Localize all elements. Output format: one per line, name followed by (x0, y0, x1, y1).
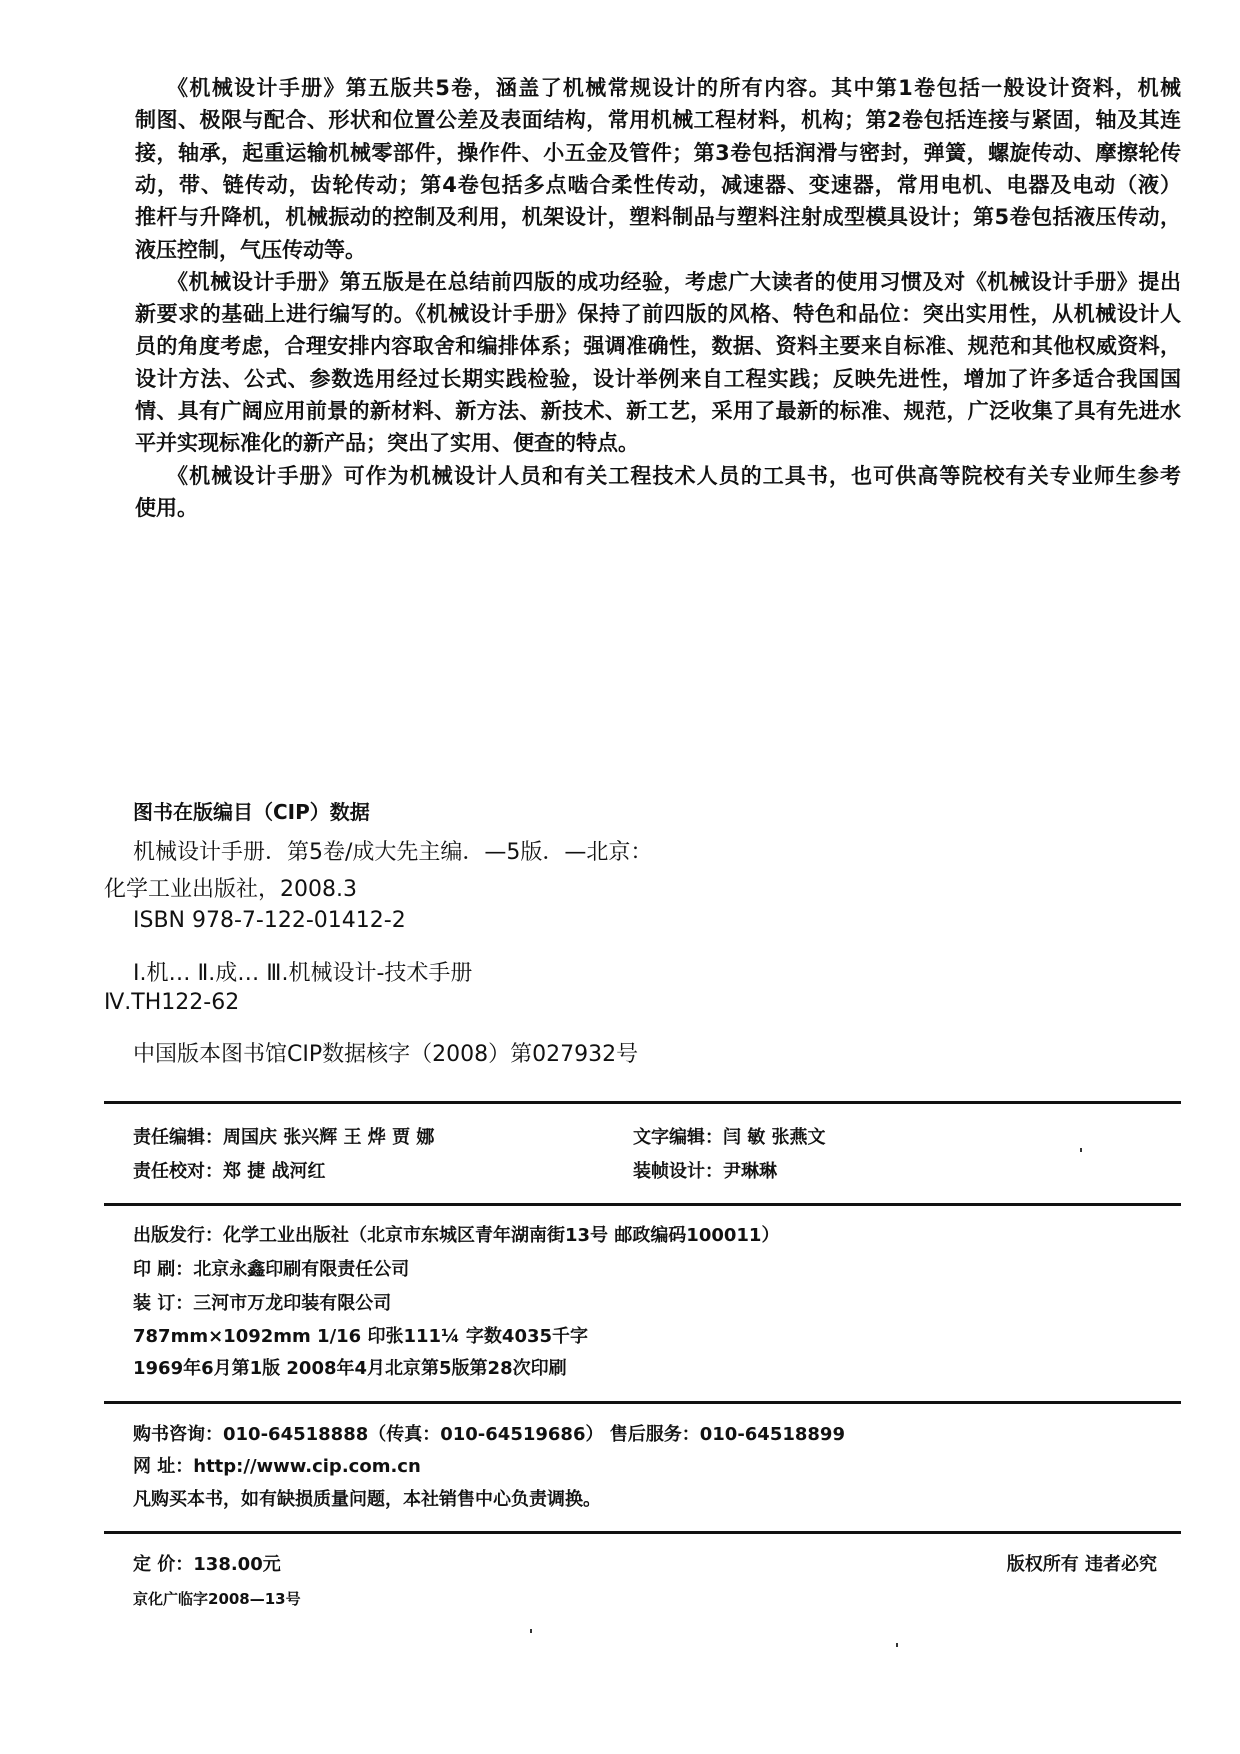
format: 787mm×1092mm 1/16 印张111¼ 字数4035千字 (133, 1326, 589, 1347)
cip-line: Ⅰ.机… Ⅱ.成… Ⅲ.机械设计-技术手册 (133, 961, 473, 986)
divider (104, 1401, 1181, 1404)
rights-notice: 版权所有 违者必究 (1006, 1554, 1157, 1575)
paragraph-line: 接，轴承，起重运输机械零部件，操作件、小五金及管件；第3卷包括润滑与密封，弹簧，螺旋传动、摩擦轮传 (135, 140, 1181, 165)
paragraph-line: 使用。 (135, 495, 198, 520)
cip-line: 机械设计手册．第5卷/成大先主编．—5版．—北京： (133, 840, 653, 865)
cip-record-number: 中国版本图书馆CIP数据核字（2008）第027932号 (133, 1042, 639, 1067)
speck (896, 1643, 898, 1647)
paragraph-line: 情、具有广阔应用前景的新材料、新方法、新技术、新工艺，采用了最新的标准、规范，广泛收集了具有先进水 (135, 399, 1181, 423)
binder: 装 订：三河市万龙印装有限公司 (133, 1293, 392, 1314)
paragraph-line: 设计方法、公式、参数选用经过长期实践检验，设计举例来自工程实践；反映先进性，增加了许多适合我国国 (135, 366, 1181, 391)
notice: 凡购买本书，如有缺损质量问题，本社销售中心负责调换。 (133, 1489, 601, 1510)
divider (104, 1531, 1181, 1534)
paragraph-line: 平并实现标准化的新产品；突出了实用、便查的特点。 (135, 431, 639, 456)
speck (530, 1629, 532, 1633)
cip-title: 图书在版编目（CIP）数据 (133, 800, 370, 824)
binding-design: 装帧设计：尹琳琳 (633, 1161, 777, 1182)
paragraph-line: 《机械设计手册》第五版共5卷，涵盖了机械常规设计的所有内容。其中第1卷包括一般设计资料，机械 (167, 76, 1181, 100)
divider (104, 1203, 1181, 1206)
proofreaders: 责任校对：郑 捷 战河红 (133, 1161, 326, 1182)
paragraph-line: 新要求的基础上进行编写的。《机械设计手册》保持了前四版的风格、特色和品位：突出实用性，从机械设计人 (135, 302, 1181, 327)
website: 网 址：http://www.cip.com.cn (133, 1456, 421, 1477)
phones: 购书咨询：010-64518888（传真：010-64519686） 售后服务：010-64518899 (133, 1424, 845, 1445)
paragraph-line: 液压控制，气压传动等。 (135, 237, 366, 262)
editors: 责任编辑：周国庆 张兴辉 王 烨 贾 娜 (133, 1127, 435, 1148)
publisher: 出版发行：化学工业出版社（北京市东城区青年湖南街13号 邮政编码100011） (133, 1225, 780, 1246)
divider (104, 1101, 1181, 1104)
cip-line: Ⅳ.TH122-62 (104, 990, 240, 1015)
paragraph-line: 员的角度考虑，合理安排内容取舍和编排体系；强调准确性，数据、资料主要来自标准、规范和其他权威资料， (135, 334, 1181, 359)
cip-line: 化学工业出版社，2008.3 (104, 877, 357, 902)
paragraph-line: 动，带、链传动，齿轮传动；第4卷包括多点啮合柔性传动，减速器、变速器，常用电机、电器及电动（液） (135, 172, 1181, 197)
printer: 印 刷：北京永鑫印刷有限责任公司 (133, 1259, 410, 1280)
paragraph-line: 制图、极限与配合、形状和位置公差及表面结构，常用机械工程材料，机构；第2卷包括连接与紧固，轴及其连 (135, 108, 1181, 133)
speck (1080, 1148, 1082, 1152)
cip-isbn: ISBN 978-7-122-01412-2 (133, 908, 406, 933)
license-number: 京化广临字2008—13号 (133, 1590, 301, 1608)
text-editors: 文字编辑：闫 敏 张燕文 (633, 1127, 826, 1148)
paragraph-line: 《机械设计手册》第五版是在总结前四版的成功经验，考虑广大读者的使用习惯及对《机械设计手册》提出 (167, 269, 1181, 294)
paragraph-line: 推杆与升降机，机械振动的控制及利用，机架设计，塑料制品与塑料注射成型模具设计；第5卷包括液压传动， (135, 205, 1181, 230)
edition: 1969年6月第1版 2008年4月北京第5版第28次印刷 (133, 1358, 567, 1379)
paragraph-line: 《机械设计手册》可作为机械设计人员和有关工程技术人员的工具书，也可供高等院校有关专业师生参考 (167, 463, 1181, 488)
price: 定 价：138.00元 (133, 1554, 281, 1575)
